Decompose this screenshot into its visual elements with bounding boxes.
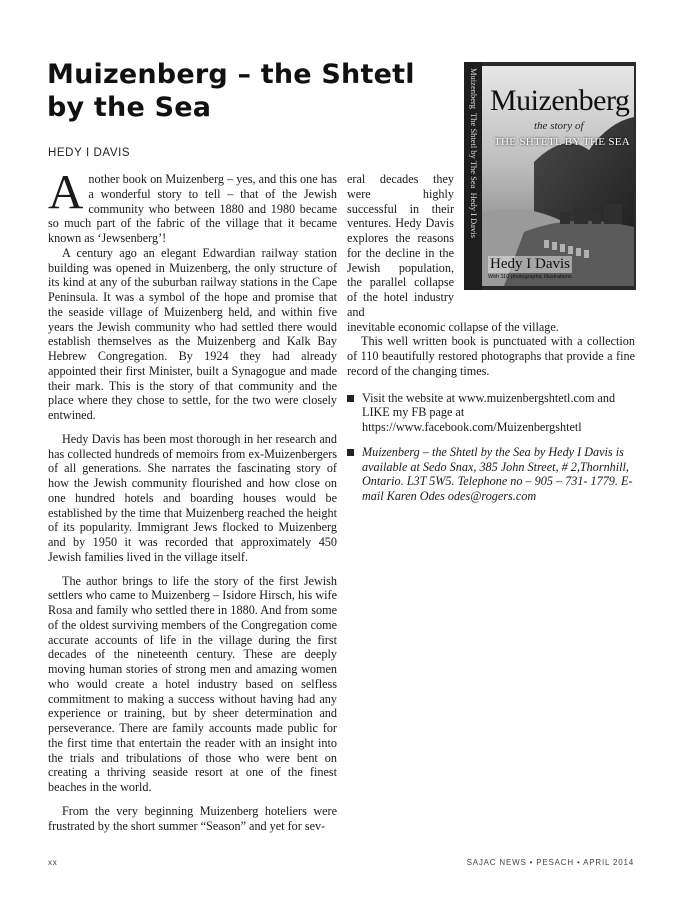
drop-cap: A xyxy=(48,164,84,219)
cover-spine-text: Muizenberg The Shtetl by The Sea Hedy I Davis xyxy=(469,68,479,238)
page-number: xx xyxy=(48,858,58,867)
cover-author: Hedy I Davis xyxy=(490,256,570,272)
paragraph-5: From the very beginning Muizenberg hoteliers were frustrated by the short summer “Season” and yet for sev- xyxy=(48,803,337,833)
website-note-text: Visit the website at www.muizenbergshtetl.com and LIKE my FB page at https://www.facebook.com/Muizenbergshtetl xyxy=(362,390,616,434)
paragraph-5-continued: eral decades they were highly successful in their ventures. Hedy Davis explores the reasons for the decline in the Jewish population, the parallel collapse of the hotel industry and xyxy=(347,172,454,319)
cover-title: Muizenberg xyxy=(490,84,630,117)
cover-subtitle-2: THE SHTETL BY THE SEA xyxy=(494,136,631,148)
bullet-square-icon xyxy=(347,395,354,402)
article-column-left xyxy=(48,164,337,833)
availability-note xyxy=(347,445,635,504)
book-cover xyxy=(464,62,636,290)
availability-note-text: Muizenberg – the Shtetl by the Sea by Hedy I Davis is available at Sedo Snax, 385 John Street, # 2,Thornhill, Ontario. L3T 5W5. Telephone no – 905 – 731- 1779. E-mail Karen Odes odes@rogers.com xyxy=(362,444,633,503)
paragraph-6: This well written book is punctuated with a collection of 110 beautifully restored photographs that provide a fine record of the changing times. xyxy=(347,334,635,378)
paragraph-5-end: inevitable economic collapse of the village. xyxy=(347,319,559,334)
paragraph-4: The author brings to life the story of the first Jewish settlers who came to Muizenberg – Isidore Hirsch, his wife Rosa and family who settled there in 1880. And from some of the oldest surviving members of the Congregation come accurate accounts of life in the village during the first decades of the nineteenth century. These are deeply moving human stories of strong men and amazing women who would create a hotel industry based on selfless commitment to making a success without having had any experience or training, but by sheer determination and perseverance. There are family accounts made public for the first time that entertain the reader with an insight into the trials and tribulations of those who were bent on creating a thriving seaside resort at one of the finest beaches in the world. xyxy=(48,573,337,794)
bullet-square-icon xyxy=(347,449,354,456)
cover-caption: With 110 photographic illustrations xyxy=(488,274,572,280)
paragraph-1 xyxy=(48,164,337,246)
article-title: Muizenberg – the Shtetl by the Sea xyxy=(47,59,415,123)
publication-footer: SAJAC NEWS • PESACH • APRIL 2014 xyxy=(466,858,634,867)
paragraph-2: A century ago an elegant Edwardian railway station building was opened in Muizenberg, the only structure of its kind at any of the suburban railway stations in the Cape Peninsula. It was a symbol of the hope and promise that the seaside village of Muizenberg held, and within five years the Jewish community who had settled there would establish themselves as the Muizenberg and Kalk Bay Hebrew Congregation. By 1924 they had already appointed their first Minister, built a Synagogue and made their mark. This is the story of that community and the place where they chose to settle, for the two were closely entwined. xyxy=(48,245,337,422)
website-note xyxy=(347,391,635,435)
paragraph-3: Hedy Davis has been most thorough in her research and has collected hundreds of memoirs from ex-Muizenbergers of all generations. She narrates the fascinating story of how the Jewish community flourished and how close on one hundred hotels and boarding houses would be established by the time that Muizenberg reached the height of its popularity. Immigrant Jews flocked to Muizenberg and by 1950 it was recorded that approximately 450 Jewish families lived in the village itself. xyxy=(48,431,337,564)
cover-subtitle-1: the story of xyxy=(534,120,584,132)
author-byline: HEDY I DAVIS xyxy=(48,147,131,159)
paragraph-1-text: nother book on Muizenberg – yes, and this one has a wonderful story to tell – that of the Jewish community who between 1880 and 1980 became so much part of the fabric of the village that it became known as ‘Jewsenberg’! xyxy=(48,172,337,245)
